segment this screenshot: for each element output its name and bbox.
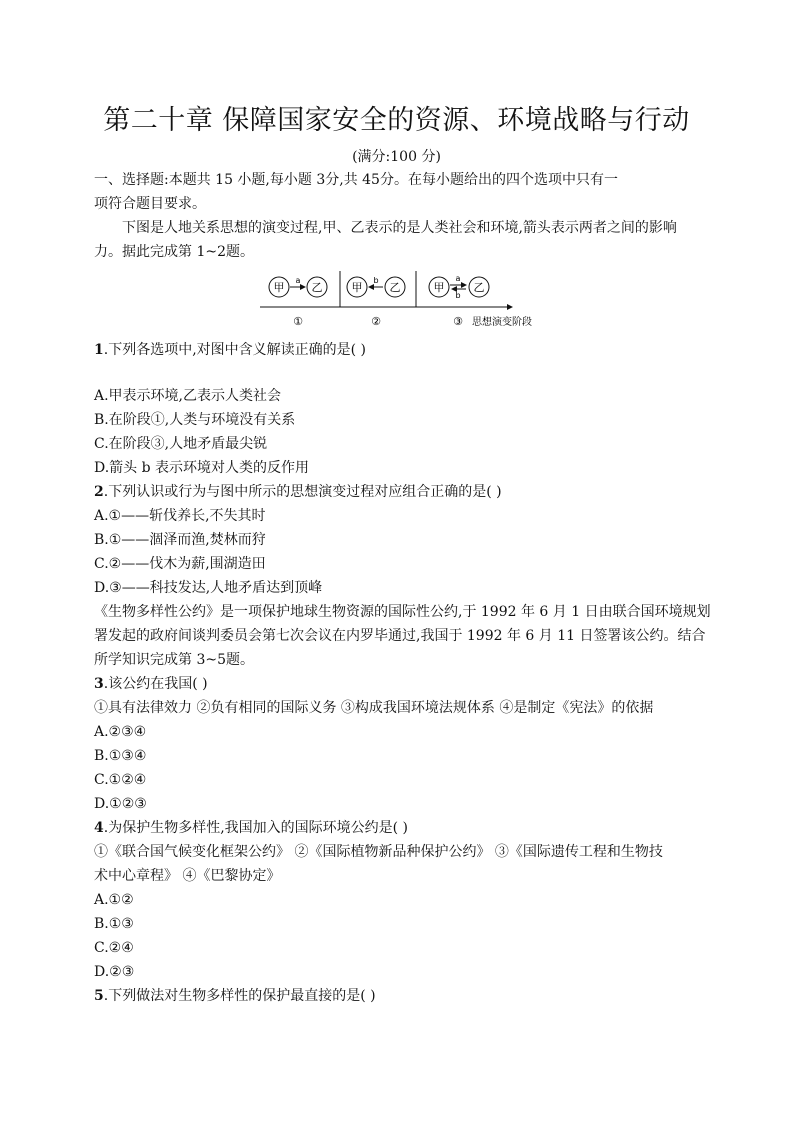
intro1-line1: 下图是人地关系思想的演变过程,甲、乙表示的是人类社会和环境,箭头表示两者之间的影响 xyxy=(122,220,677,236)
stage3-caption: ③ xyxy=(453,315,463,328)
axis-label: 思想演变阶段 xyxy=(472,317,532,328)
q3-number: 3 xyxy=(94,676,104,692)
intro1-line2: 力。据此完成第 1~2题。 xyxy=(94,244,254,260)
q3-stem-text: .该公约在我国( ) xyxy=(103,676,208,692)
stage2-arrow-b-label: b xyxy=(373,276,379,285)
q1-stem-text: .下列各选项中,对图中含义解读正确的是( ) xyxy=(103,342,367,358)
section-instruction-line1: 一、选择题:本题共 15 小题,每小题 3分,共 45分。在每小题给出的四个选项中只有一 xyxy=(94,172,618,188)
intro2-line1: 《生物多样性公约》是一项保护地球生物资源的国际性公约,于 1992 年 6 月 1 日由联合国环境规划 xyxy=(94,604,711,620)
q1-number: 1 xyxy=(94,342,104,358)
q4-choices-line1: ①《联合国气候变化框架公约》 ②《国际植物新品种保护公约》 ③《国际遗传工程和生物技 xyxy=(94,844,663,860)
q3-stem xyxy=(94,672,208,696)
q3-option-b: B.①③④ xyxy=(94,748,147,764)
q5-number: 5 xyxy=(94,988,104,1004)
stage2-label-b: 乙 xyxy=(389,281,401,294)
stage1-label-b: 乙 xyxy=(311,281,323,294)
q1-option-d: D.箭头 b 表示环境对人类的反作用 xyxy=(94,460,310,476)
stage3-label-b: 乙 xyxy=(473,281,485,294)
q3-choices: ①具有法律效力 ②负有相同的国际义务 ③构成我国环境法规体系 ④是制定《宪法》的依据 xyxy=(94,700,654,716)
stage3-arrow-a-label: a xyxy=(455,274,461,283)
intro2-line3: 所学知识完成第 3~5题。 xyxy=(94,652,254,668)
q2-option-d: D.③——科技发达,人地矛盾达到顶峰 xyxy=(94,580,323,596)
score-note: (满分:100 分) xyxy=(352,149,441,165)
q5-stem xyxy=(94,984,376,1008)
q4-choices-line2: 术中心章程》 ④《巴黎协定》 xyxy=(94,868,281,884)
q2-option-a: A.①——斩伐养长,不失其时 xyxy=(94,508,266,524)
stage3-arrow-b-label: b xyxy=(455,291,461,300)
q4-option-a: A.①② xyxy=(94,892,134,908)
stage1-arrow-a-label: a xyxy=(295,276,301,285)
q3-option-c: C.①②④ xyxy=(94,772,147,788)
q2-option-b: B.①——涸泽而渔,焚林而狩 xyxy=(94,532,266,548)
q3-option-d: D.①②③ xyxy=(94,796,147,812)
q5-stem-text: .下列做法对生物多样性的保护最直接的是( ) xyxy=(103,988,376,1004)
q4-option-c: C.②④ xyxy=(94,940,134,956)
q4-option-d: D.②③ xyxy=(94,964,135,980)
stage1-caption: ① xyxy=(293,315,303,328)
intro2-line2: 署发起的政府间谈判委员会第七次会议在内罗毕通过,我国于 1992 年 6 月 11 日签署该公约。结合 xyxy=(94,628,706,644)
diagram-svg xyxy=(258,269,548,331)
human-earth-diagram xyxy=(258,269,548,335)
q4-number: 4 xyxy=(94,820,104,836)
section-instruction-line2: 项符合题目要求。 xyxy=(94,196,206,212)
q2-stem xyxy=(94,480,502,504)
q1-option-b: B.在阶段①,人类与环境没有关系 xyxy=(94,412,296,428)
stage3-label-a: 甲 xyxy=(433,281,445,294)
stage2-label-a: 甲 xyxy=(351,281,363,294)
q3-option-a: A.②③④ xyxy=(94,724,147,740)
q2-stem-text: .下列认识或行为与图中所示的思想演变过程对应组合正确的是( ) xyxy=(103,484,502,500)
stage1-label-a: 甲 xyxy=(273,281,285,294)
q1-option-a: A.甲表示环境,乙表示人类社会 xyxy=(94,388,282,404)
q1-option-c: C.在阶段③,人地矛盾最尖锐 xyxy=(94,436,268,452)
chapter-title: 第二十章 保障国家安全的资源、环境战略与行动 xyxy=(103,105,690,136)
q4-option-b: B.①③ xyxy=(94,916,134,932)
stage2-caption: ② xyxy=(371,315,381,328)
q4-stem-text: .为保护生物多样性,我国加入的国际环境公约是( ) xyxy=(103,820,409,836)
q2-option-c: C.②——伐木为薪,围湖造田 xyxy=(94,556,266,572)
q2-number: 2 xyxy=(94,484,104,500)
q1-stem xyxy=(94,338,366,362)
q4-stem xyxy=(94,816,408,840)
